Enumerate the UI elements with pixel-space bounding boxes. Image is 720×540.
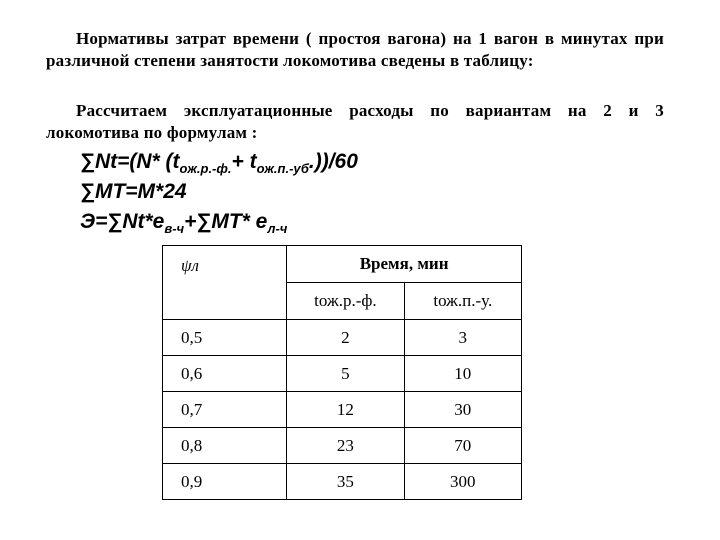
formula-e-part-b: +∑MT* e <box>184 210 268 233</box>
t2-cell: 30 <box>404 392 521 428</box>
t1-cell: 2 <box>287 320 404 356</box>
psi-header: ψл <box>163 246 287 320</box>
formula-nt-part-a: ∑Nt=(N* (t <box>80 150 180 173</box>
formula-e-part-a: Э=∑Nt*e <box>80 210 165 233</box>
formula-nt-sub-2: ож.п.-уб <box>256 161 309 176</box>
formula-e-sub-1: в-ч <box>164 221 185 236</box>
t1-cell: 23 <box>287 428 404 464</box>
formula-nt-part-c: .))/60 <box>308 150 358 173</box>
formula-nt-sub-1: ож.р.-ф. <box>179 161 232 176</box>
subheader-t-zh-r-f: tож.р.-ф. <box>287 283 404 320</box>
table-header-row <box>163 246 522 283</box>
table-row <box>163 464 522 500</box>
psi-cell: 0,7 <box>163 392 287 428</box>
t2-cell: 10 <box>404 356 521 392</box>
t2-cell: 300 <box>404 464 521 500</box>
table-row <box>163 392 522 428</box>
formula-e <box>80 210 287 234</box>
t1-cell: 35 <box>287 464 404 500</box>
table-row <box>163 356 522 392</box>
formula-nt-part-b: + t <box>231 150 257 173</box>
formula-mt <box>80 180 187 204</box>
paragraph-norms <box>46 28 664 72</box>
psi-cell: 0,8 <box>163 428 287 464</box>
t2-cell: 3 <box>404 320 521 356</box>
subheader-t-zh-p-u: tож.п.-у. <box>404 283 521 320</box>
table-row <box>163 428 522 464</box>
table-row <box>163 320 522 356</box>
psi-cell: 0,6 <box>163 356 287 392</box>
paragraph-norms-text: Нормативы затрат времени ( простоя вагона) на 1 вагон в минутах при различной степени занятости локомотива сведены в таблицу: <box>46 29 664 70</box>
psi-cell: 0,5 <box>163 320 287 356</box>
formula-e-sub-2: л-ч <box>267 221 288 236</box>
t1-cell: 12 <box>287 392 404 428</box>
formula-mt-text: ∑MT=M*24 <box>80 180 187 203</box>
t2-cell: 70 <box>404 428 521 464</box>
t1-cell: 5 <box>287 356 404 392</box>
paragraph-calculation <box>46 100 664 144</box>
paragraph-calculation-text: Рассчитаем эксплуатационные расходы по вариантам на 2 и 3 локомотива по формулам : <box>46 101 664 142</box>
time-norms-table <box>162 245 522 500</box>
formula-nt <box>80 150 358 174</box>
time-header: Время, мин <box>287 246 522 283</box>
psi-cell: 0,9 <box>163 464 287 500</box>
